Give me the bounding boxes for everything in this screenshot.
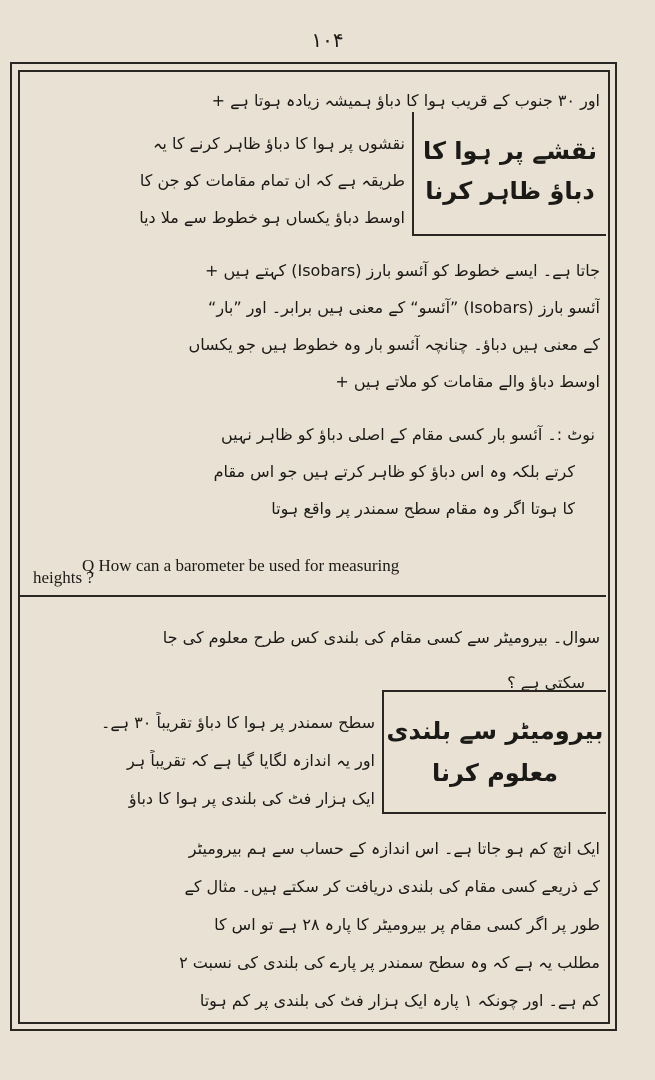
section2-heading-bottom-rule bbox=[382, 812, 606, 814]
section2-body-line-3: طور پر اگر کسی مقام پر بیرومیٹر کا پارہ ۲۸ ہے تو اس کا bbox=[214, 915, 600, 934]
section2-body-line-2: کے ذریعے کسی مقام کی بلندی دریافت کر سکتے ہیں۔ مثال کے bbox=[184, 877, 600, 896]
section2-beside-line-2: اور یہ اندازہ لگایا گیا ہے کہ تقریباً ہر bbox=[127, 751, 375, 770]
section2-heading-box bbox=[382, 690, 606, 814]
section1-body-line-4: اوسط دباؤ والے مقامات کو ملاتے ہیں + bbox=[335, 372, 600, 391]
question-english-line-1: Q How can a barometer be used for measuring bbox=[82, 556, 400, 575]
section1-note-line-3: کا ہوتا اگر وہ مقام سطح سمندر پر واقع ہوتا bbox=[271, 499, 575, 518]
section1-heading-line1: نقشے پر ہوا کا bbox=[422, 137, 598, 165]
question-english-line-2: heights ? bbox=[33, 568, 94, 587]
section1-body-line-3: کے معنی ہیں دباؤ۔ چنانچہ آئسو بار وہ خطوط ہیں جو یکساں bbox=[188, 335, 600, 354]
section2-body-line-1: ایک انچ کم ہو جاتا ہے۔ اس اندازہ کے حساب سے ہم بیرومیٹر bbox=[188, 839, 600, 858]
question-urdu-line-1: سوال۔ بیرومیٹر سے کسی مقام کی بلندی کس طرح معلوم کی جا bbox=[162, 628, 600, 647]
section1-note-line-1: نوٹ :۔ آئسو بار کسی مقام کے اصلی دباؤ کو ظاہر نہیں bbox=[220, 425, 595, 444]
section1-body-line-2: آئسو بارز (Isobars) ”آئسو“ کے معنی ہیں برابر۔ اور ”بار“ bbox=[208, 298, 600, 317]
section1-beside-line-3: اوسط دباؤ یکساں ہو خطوط سے ملا دیا bbox=[139, 208, 405, 227]
section2-body-line-5: کم ہے۔ اور چونکہ ۱ پارہ ایک ہزار فٹ کی بلندی پر کم ہوتا bbox=[199, 991, 600, 1010]
section2-beside-line-1: سطح سمندر پر ہوا کا دباؤ تقریباً ۳۰ ہے۔ bbox=[100, 713, 375, 732]
page-number: ۱۰۴ bbox=[311, 28, 344, 52]
section1-heading-box bbox=[412, 112, 606, 236]
section1-note-line-2: کرتے بلکہ وہ اس دباؤ کو ظاہر کرتے ہیں جو اس مقام bbox=[213, 462, 575, 481]
question-urdu-line-2: سکتی ہے ؟ bbox=[507, 673, 585, 692]
section1-body-line-1: جاتا ہے۔ ایسے خطوط کو آئسو بارز (Isobars) کہتے ہیں + bbox=[205, 261, 600, 280]
section1-top-line: اور ۳۰ جنوب کے قریب ہوا کا دباؤ ہمیشہ زیادہ ہوتا ہے + bbox=[211, 91, 600, 110]
section1-heading-line2: دباؤ ظاہر کرنا bbox=[425, 177, 595, 205]
section2-body-line-4: مطلب یہ ہے کہ وہ سطح سمندر پر پارے کی بلندی کی نسبت ۲ bbox=[179, 953, 600, 972]
question-divider bbox=[20, 595, 606, 597]
section2-heading-line2: معلوم کرنا bbox=[431, 759, 559, 787]
section1-beside-line-2: طریقہ ہے کہ ان تمام مقامات کو جن کا bbox=[139, 171, 405, 190]
section1-beside-line-1: نقشوں پر ہوا کا دباؤ ظاہر کرنے کا یہ bbox=[153, 134, 405, 153]
section2-heading-line1: بیرومیٹر سے بلندی bbox=[386, 717, 604, 745]
section2-beside-line-3: ایک ہزار فٹ کی بلندی پر ہوا کا دباؤ bbox=[128, 789, 375, 808]
